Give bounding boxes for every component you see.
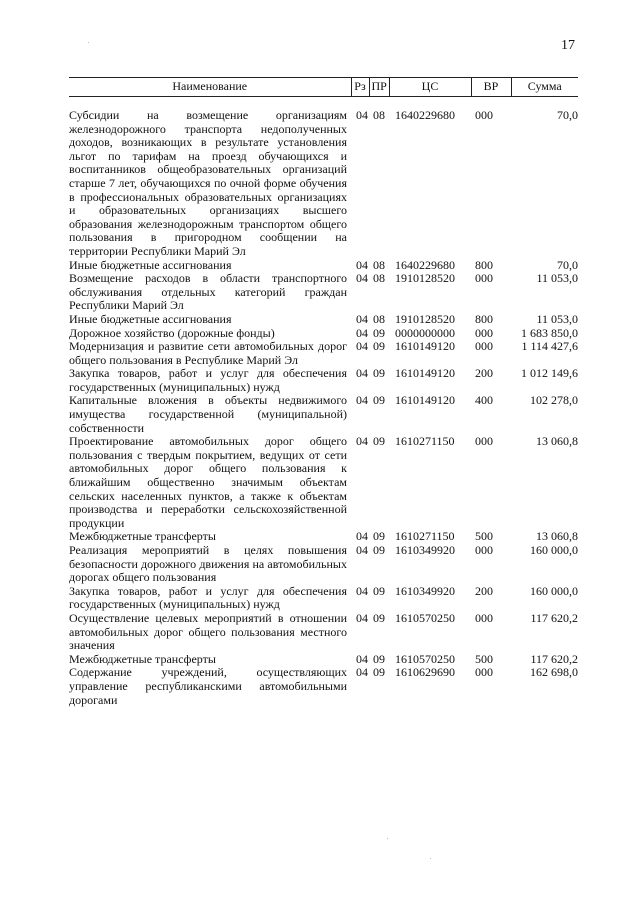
cell-cs: 1610349920 (395, 583, 455, 598)
cell-rz: 04 (356, 271, 368, 286)
cell-sum: 11 053,0 (536, 271, 578, 286)
cell-rz: 04 (356, 393, 368, 408)
scan-speck (430, 858, 431, 859)
cell-sum: 13 060,8 (536, 434, 578, 449)
cell-sum: 117 620,2 (530, 651, 578, 666)
cell-cs: 1610149120 (395, 366, 455, 381)
cell-pr: 08 (373, 257, 385, 272)
cell-sum: 70,0 (557, 108, 578, 122)
cell-sum: 1 683 850,0 (521, 325, 578, 340)
cell-pr: 08 (373, 311, 385, 326)
cell-vr: 200 (475, 366, 493, 381)
cell-vr: 800 (475, 257, 493, 272)
cell-cs: 1610570250 (395, 651, 455, 666)
table-row (69, 340, 578, 367)
cell-name: Межбюджетные трансферты (69, 651, 216, 666)
cell-vr: 200 (475, 583, 493, 598)
cell-name: Иные бюджетные ассигнования (69, 257, 232, 272)
table-row (69, 653, 578, 667)
table-row (69, 394, 578, 435)
cell-cs: 1610570250 (395, 610, 455, 625)
table-row (69, 367, 578, 394)
cell-cs: 1910128520 (395, 271, 455, 286)
cell-sum: 70,0 (557, 257, 578, 272)
cell-pr: 09 (373, 651, 385, 666)
table-row (69, 585, 578, 612)
cell-sum: 102 278,0 (530, 393, 578, 408)
cell-pr: 09 (373, 393, 385, 408)
cell-cs: 1610271150 (395, 529, 455, 544)
cell-rz: 04 (356, 339, 368, 354)
cell-sum: 11 053,0 (536, 311, 578, 326)
cell-vr: 000 (475, 434, 493, 449)
cell-vr: 800 (475, 311, 493, 326)
cell-cs: 1610629690 (395, 665, 455, 680)
cell-pr: 09 (373, 366, 385, 381)
cell-name: Субсидии на возмещение организациям железнодорожного транспорта недополученных доходов, возникающих в результате установления льгот по тарифам на проезд обучающихся и воспитанников общеобразовательных организаций старше 7 лет, обучающихся по очной форме обучения в профессиональных образовательных организациях и образовательных организациях высшего образования железнодорожным транспортом общего пользования в пригородном сообщении на территории Республики Марий Эл (69, 108, 347, 258)
cell-rz: 04 (356, 543, 368, 557)
table-row (69, 435, 578, 530)
cell-pr: 08 (373, 108, 385, 122)
cell-rz: 04 (356, 651, 368, 666)
cell-sum: 160 000,0 (530, 583, 578, 598)
cell-name: Дорожное хозяйство (дорожные фонды) (69, 325, 275, 340)
cell-vr: 000 (475, 339, 493, 354)
cell-pr: 09 (373, 529, 385, 544)
cell-vr: 000 (475, 108, 493, 122)
cell-name: Модернизация и развитие сети автомобильных дорог общего пользования в Республике Марий Эл (69, 339, 347, 367)
cell-name: Иные бюджетные ассигнования (69, 311, 232, 326)
cell-vr: 500 (475, 651, 493, 666)
cell-name: Возмещение расходов в области транспортного обслуживания отдельных категорий граждан Республики Марий Эл (69, 271, 347, 313)
cell-rz: 04 (356, 434, 368, 449)
cell-pr: 09 (373, 434, 385, 449)
table-row (69, 272, 578, 313)
table-row (69, 327, 578, 341)
cell-rz: 04 (356, 610, 368, 625)
cell-cs: 0000000000 (395, 325, 455, 340)
table-body (69, 97, 578, 708)
cell-pr: 08 (373, 271, 385, 286)
cell-cs: 1610149120 (395, 393, 455, 408)
cell-sum: 162 698,0 (530, 665, 578, 680)
cell-rz: 04 (356, 366, 368, 381)
cell-vr: 000 (475, 610, 493, 625)
cell-sum: 1 114 427,6 (521, 339, 578, 354)
cell-cs: 1910128520 (395, 311, 455, 326)
cell-rz: 04 (356, 325, 368, 340)
cell-pr: 09 (373, 610, 385, 625)
cell-cs: 1610149120 (395, 339, 455, 354)
cell-sum: 117 620,2 (530, 610, 578, 625)
cell-vr: 500 (475, 529, 493, 544)
cell-sum: 160 000,0 (530, 543, 578, 557)
cell-cs: 1610349920 (395, 543, 455, 557)
table-row (69, 666, 578, 707)
cell-vr: 000 (475, 325, 493, 340)
cell-rz: 04 (356, 311, 368, 326)
table-row (69, 259, 578, 273)
budget-table (69, 77, 578, 707)
cell-name: Содержание учреждений, осуществляющих управление республиканскими автомобильными дорогами (69, 665, 347, 707)
column-header-name: Наименование (69, 78, 351, 97)
budget-table-container (69, 77, 578, 707)
cell-pr: 09 (373, 665, 385, 680)
table-row (69, 530, 578, 544)
cell-vr: 000 (475, 665, 493, 680)
table-row (69, 612, 578, 653)
cell-name: Капитальные вложения в объекты недвижимого имущества государственной (муниципальной) собственности (69, 393, 347, 435)
cell-cs: 1610271150 (395, 434, 455, 449)
table-header-row (69, 78, 578, 97)
page-number: 17 (561, 38, 575, 53)
table-row (69, 544, 578, 585)
cell-rz: 04 (356, 665, 368, 680)
cell-name: Проектирование автомобильных дорог общего пользования с твердым покрытием, ведущих от сети автомобильных дорог общего пользования к ближайшим общественно значимым объектам сельских населенных пунктов, а также к объектам производства и переработки сельскохозяйственной продукции (69, 434, 347, 530)
cell-rz: 04 (356, 583, 368, 598)
cell-name: Закупка товаров, работ и услуг для обеспечения государственных (муниципальных) нужд (69, 583, 347, 612)
table-row (69, 97, 578, 259)
cell-cs: 1640229680 (395, 108, 455, 122)
cell-name: Межбюджетные трансферты (69, 529, 216, 544)
column-header-pr: ПР (369, 78, 389, 97)
column-header-rz: Рз (351, 78, 369, 97)
cell-pr: 09 (373, 583, 385, 598)
column-header-sum: Сумма (511, 78, 578, 97)
cell-rz: 04 (356, 529, 368, 544)
column-header-cs: ЦС (389, 78, 471, 97)
cell-vr: 000 (475, 271, 493, 286)
cell-vr: 000 (475, 543, 493, 557)
cell-name: Реализация мероприятий в целях повышения безопасности дорожного движения на автомобильных дорогах общего пользования (69, 543, 347, 585)
cell-sum: 13 060,8 (536, 529, 578, 544)
cell-rz: 04 (356, 257, 368, 272)
cell-cs: 1640229680 (395, 257, 455, 272)
cell-pr: 09 (373, 339, 385, 354)
cell-rz: 04 (356, 108, 368, 122)
cell-vr: 400 (475, 393, 493, 408)
cell-sum: 1 012 149,6 (521, 366, 578, 381)
scan-speck (387, 838, 388, 839)
scan-speck (88, 42, 89, 43)
column-header-vr: ВР (471, 78, 511, 97)
table-row (69, 313, 578, 327)
cell-name: Закупка товаров, работ и услуг для обеспечения государственных (муниципальных) нужд (69, 366, 347, 394)
cell-pr: 09 (373, 543, 385, 557)
cell-pr: 09 (373, 325, 385, 340)
cell-name: Осуществление целевых мероприятий в отношении автомобильных дорог общего пользования местного значения (69, 610, 347, 653)
